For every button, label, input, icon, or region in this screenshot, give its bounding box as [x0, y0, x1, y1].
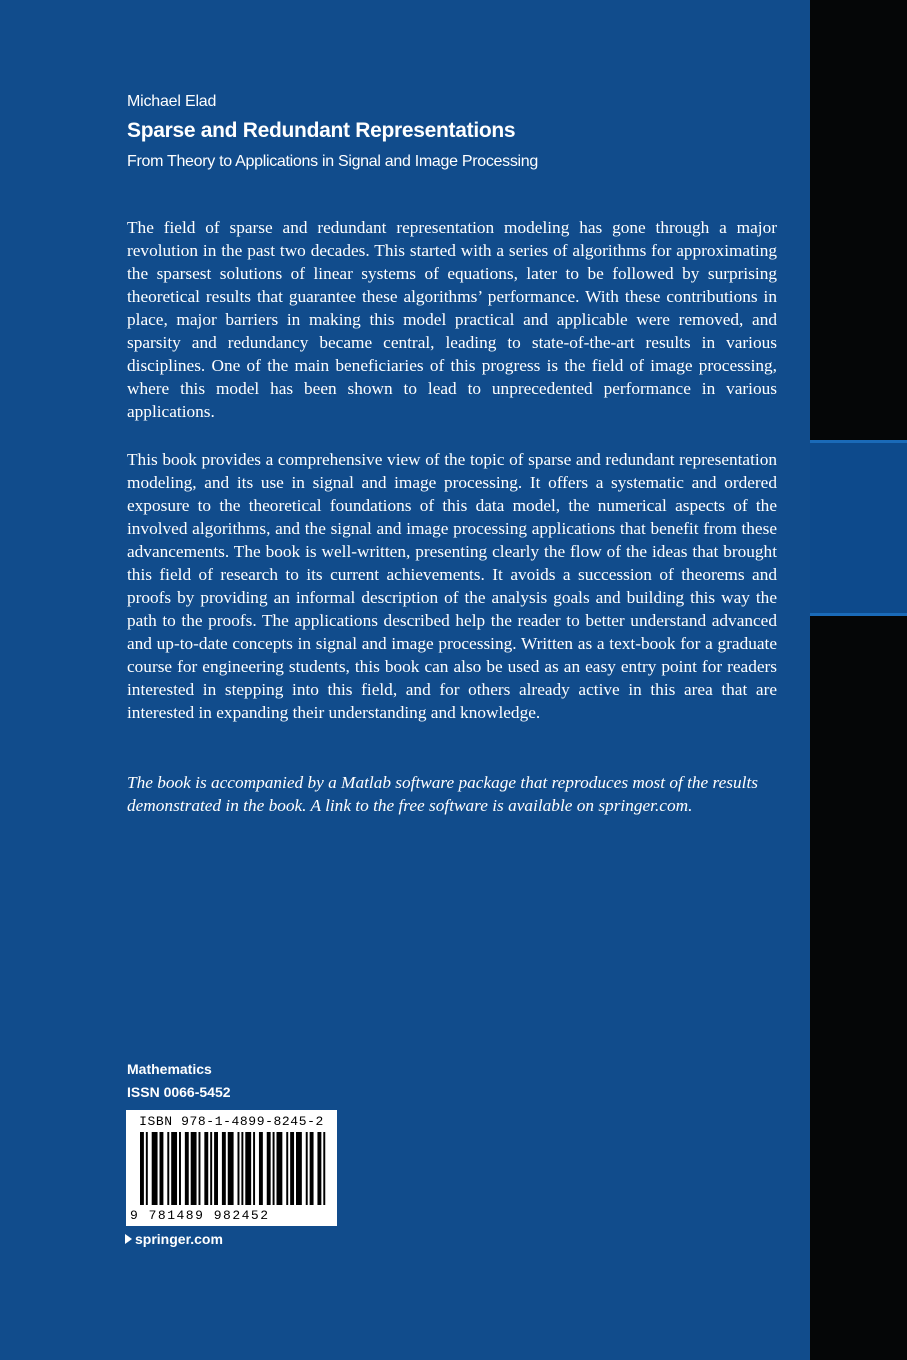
barcode-bar: [317, 1132, 321, 1205]
description-paragraph-2: This book provides a comprehensive view of the topic of sparse and redundant representation modeling, and its use in signal and image processing. It offers a systematic and ordered exposure to the theoretical foundations of this data model, the numerical aspects of the involved algorithms, and the signal and image processing applications that benefit from these advancements. The book is well-written, presenting clearly the flow of the ideas that brought this field of research to its current achievements. It avoids a succession of theorems and proofs by providing an informal description of the analysis goals and building this way the path to the proofs. The applications described help the reader to better understand advanced and up-to-date concepts in signal and image processing. Written as a text-book for a graduate course for engineering students, this book can also be used as an easy entry point for readers interested in stepping into this field, and for others already active in this area that are interested in expanding their understanding and knowledge.: [127, 450, 777, 722]
barcode-bar: [290, 1132, 294, 1205]
spine-color-band: [810, 440, 907, 616]
barcode-bar: [222, 1132, 226, 1205]
barcode-bar: [167, 1132, 169, 1205]
barcode-digits: 9 781489 982452: [130, 1208, 270, 1223]
barcode-bar: [238, 1132, 240, 1205]
barcode-bar: [245, 1132, 251, 1205]
barcode-bar: [228, 1132, 234, 1205]
barcode-bar: [267, 1132, 271, 1205]
barcode-bar: [171, 1132, 177, 1205]
author-name: Michael Elad: [127, 93, 217, 110]
barcode-bar: [306, 1132, 308, 1205]
isbn-barcode: [126, 1110, 337, 1226]
barcode-bar: [140, 1132, 144, 1205]
barcode-bar: [273, 1132, 275, 1205]
book-spine: [810, 0, 907, 1360]
barcode-bar: [210, 1132, 212, 1205]
book-title: Sparse and Redundant Representations: [127, 119, 516, 142]
barcode-bar: [146, 1132, 148, 1205]
barcode-bar: [185, 1132, 189, 1205]
barcode-bar: [296, 1132, 302, 1205]
isbn-number: ISBN 978-1-4899-8245-2: [139, 1114, 324, 1129]
subject-category: Mathematics: [127, 1061, 212, 1077]
book-subtitle: From Theory to Applications in Signal and Image Processing: [127, 153, 538, 170]
software-note-paragraph: The book is accompanied by a Matlab software package that reproduces most of the results demonstrated in the book. A link to the free software is available on springer.com.: [127, 773, 758, 815]
barcode-bar: [259, 1132, 263, 1205]
barcode-bar: [160, 1132, 164, 1205]
publisher-link-label: springer.com: [135, 1231, 223, 1247]
description-paragraph-1: The field of sparse and redundant representation modeling has gone through a major revolution in the past two decades. This started with a series of algorithms for approximating the sparsest solutions of linear systems of equations, later to be followed by surprising theoretical results that guarantee these algorithms’ performance. With these contributions in place, major barriers in making this model practical and applicable were removed, and sparsity and redundancy became central, leading to state-of-the-art results in various disciplines. One of the main beneficiaries of this progress is the field of image processing, where this model has been shown to lead to unprecedented performance in various applications.: [127, 218, 777, 421]
issn-number: ISSN 0066-5452: [127, 1084, 231, 1100]
barcode-bar: [152, 1132, 158, 1205]
barcode-bar: [204, 1132, 208, 1205]
barcode-bar: [214, 1132, 218, 1205]
barcode-bar: [179, 1132, 181, 1205]
arrow-right-icon: [125, 1234, 132, 1244]
barcode-bar: [253, 1132, 255, 1205]
publisher-link[interactable]: [125, 1231, 223, 1247]
barcode-bar: [241, 1132, 243, 1205]
barcode-bar: [277, 1132, 283, 1205]
barcode-bar: [323, 1132, 325, 1205]
barcode-bar: [286, 1132, 288, 1205]
barcode-bar: [310, 1132, 314, 1205]
barcode-bar: [191, 1132, 197, 1205]
barcode-bar: [199, 1132, 201, 1205]
